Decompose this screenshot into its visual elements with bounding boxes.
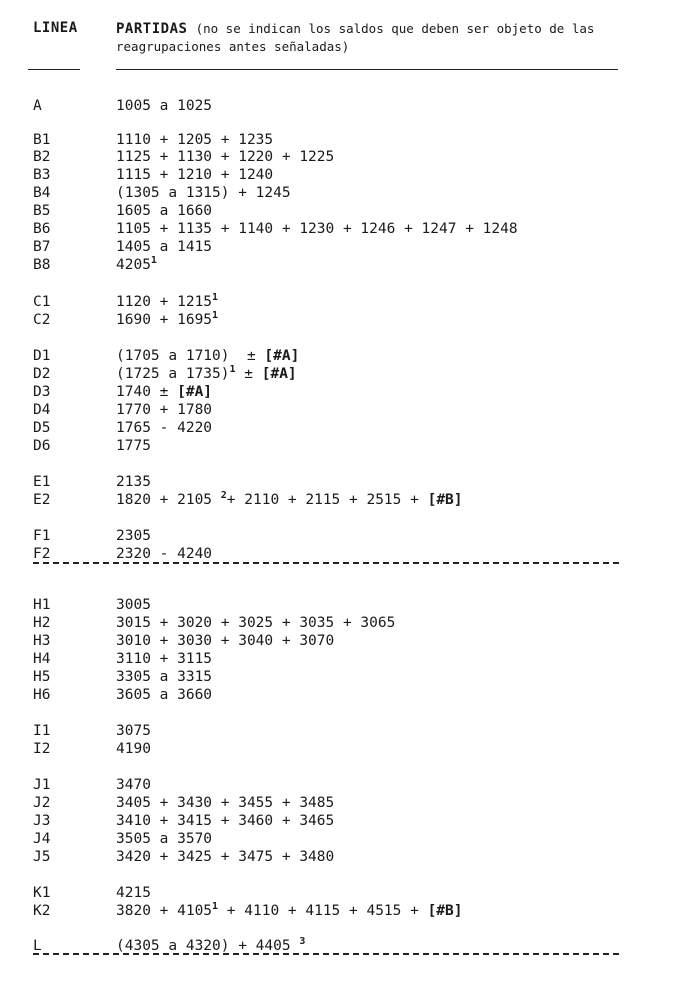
partidas-text: 1605 a 1660 [116,203,213,219]
partidas-text: (1705 a 1710) ± [116,348,265,364]
partidas-text: 1105 + 1135 + 1140 + 1230 + 1246 + 1247 + 1248 [116,221,518,237]
row-partidas [116,383,212,401]
footnote-marker: 1 [229,364,236,375]
row-code: L [33,938,42,954]
partidas-text: 3305 a 3315 [116,669,213,685]
row-code: B6 [33,221,51,237]
partidas-text-continued: + 4110 + 4115 + 4515 + [218,903,428,919]
row-partidas [116,776,151,794]
partidas-text: 3410 + 3415 + 3460 + 3465 [116,813,335,829]
row-code: F2 [33,546,51,562]
row-partidas [116,437,151,455]
partidas-text: 1115 + 1210 + 1240 [116,167,274,183]
reference-tag: [#B] [427,903,463,919]
row-code: B3 [33,167,51,183]
row-code: J1 [33,777,51,793]
partidas-text: 2135 [116,474,151,490]
row-code: H6 [33,687,51,703]
row-partidas [116,848,334,866]
row-partidas [116,311,218,329]
row-code: D4 [33,402,51,418]
footnote-marker: 3 [299,936,306,947]
partidas-text: 3015 + 3020 + 3025 + 3035 + 3065 [116,615,396,631]
partidas-text: 1775 [116,438,151,454]
footnote-marker: 1 [150,255,157,266]
row-partidas [116,238,212,256]
partidas-text: (1725 a 1735) [116,366,230,382]
linea-column-header: LINEA [33,20,78,36]
row-code: H2 [33,615,51,631]
row-partidas [116,884,151,902]
reference-tag: [#A] [177,384,213,400]
row-partidas [116,794,334,812]
row-partidas [116,97,212,115]
footnote-marker: 1 [212,310,219,321]
row-partidas [116,166,273,184]
row-code: B7 [33,239,51,255]
row-partidas [116,220,518,238]
row-code: H1 [33,597,51,613]
partidas-text: 1770 + 1780 [116,402,213,418]
row-code: H3 [33,633,51,649]
row-partidas [116,596,151,614]
row-code: J3 [33,813,51,829]
partidas-text: 1110 + 1205 + 1235 [116,132,274,148]
partidas-text: 1125 + 1130 + 1220 + 1225 [116,149,335,165]
row-code: D1 [33,348,51,364]
partidas-text: 1690 + 1695 [116,312,213,328]
row-code: H4 [33,651,51,667]
row-code: B8 [33,257,51,273]
row-code: B5 [33,203,51,219]
row-code: I2 [33,741,51,757]
row-partidas [116,419,212,437]
row-code: C2 [33,312,51,328]
row-partidas [116,256,157,274]
partidas-text: 3505 a 3570 [116,831,213,847]
reference-tag: [#B] [427,492,463,508]
row-partidas [116,184,291,202]
row-partidas [116,830,212,848]
row-partidas [116,686,212,704]
row-code: D2 [33,366,51,382]
row-partidas [116,473,151,491]
linea-header-underline [28,69,80,70]
row-code: B1 [33,132,51,148]
row-code: J2 [33,795,51,811]
row-partidas [116,527,151,545]
row-code: F1 [33,528,51,544]
row-partidas [116,131,273,149]
row-code: E2 [33,492,51,508]
partidas-column-header [116,20,636,56]
partidas-text: 1120 + 1215 [116,294,213,310]
row-code: B2 [33,149,51,165]
row-partidas [116,202,212,220]
partidas-text: 1740 ± [116,384,178,400]
partidas-header-underline [116,69,618,70]
partidas-text: 3820 + 4105 [116,903,213,919]
reference-tag: [#A] [264,348,300,364]
footnote-marker: 1 [212,901,219,912]
footnote-marker: 1 [212,292,219,303]
row-partidas [116,148,334,166]
partidas-text: 3110 + 3115 [116,651,213,667]
row-partidas [116,614,395,632]
partidas-text: 2305 [116,528,151,544]
partidas-label: PARTIDAS [116,21,188,37]
row-partidas [116,491,463,509]
partidas-text: 4215 [116,885,151,901]
partidas-text: 1005 a 1025 [116,98,213,114]
row-partidas [116,812,334,830]
row-partidas [116,545,212,563]
partidas-text-continued: + 2110 + 2115 + 2515 + [226,492,428,508]
table-end-divider [33,953,619,955]
row-code: C1 [33,294,51,310]
footnote-marker: 2 [220,490,227,501]
partidas-text: 3405 + 3430 + 3455 + 3485 [116,795,335,811]
row-partidas [116,632,334,650]
row-code: E1 [33,474,51,490]
partidas-note: (no se indican los saldos que deben ser objeto de las reagrupaciones antes señaladas) [116,21,595,54]
row-code: A [33,98,42,114]
row-partidas [116,722,151,740]
partidas-text: 1820 + 2105 [116,492,221,508]
row-code: J5 [33,849,51,865]
row-partidas [116,347,299,365]
row-partidas [116,902,463,920]
row-code: H5 [33,669,51,685]
partidas-text: 2320 - 4240 [116,546,213,562]
row-code: K1 [33,885,51,901]
partidas-text: 1765 - 4220 [116,420,213,436]
partidas-text: (4305 a 4320) + 4405 [116,938,300,954]
row-partidas [116,293,218,311]
row-partidas [116,650,212,668]
partidas-text: (1305 a 1315) + 1245 [116,185,291,201]
partidas-text: 3420 + 3425 + 3475 + 3480 [116,849,335,865]
row-code: B4 [33,185,51,201]
row-code: D5 [33,420,51,436]
partidas-text: 3470 [116,777,151,793]
row-code: D6 [33,438,51,454]
row-code: J4 [33,831,51,847]
partidas-text: 4190 [116,741,151,757]
row-code: K2 [33,903,51,919]
partidas-text: 4205 [116,257,151,273]
row-partidas [116,401,212,419]
partidas-text: 1405 a 1415 [116,239,213,255]
partidas-text: 3010 + 3030 + 3040 + 3070 [116,633,335,649]
partidas-text: 3005 [116,597,151,613]
section-divider [33,562,619,564]
row-code: D3 [33,384,51,400]
partidas-text: 3075 [116,723,151,739]
reference-tag: [#A] [261,366,297,382]
row-code: I1 [33,723,51,739]
partidas-text: 3605 a 3660 [116,687,213,703]
row-partidas [116,668,212,686]
row-partidas [116,740,151,758]
partidas-text-continued: ± [235,366,262,382]
row-partidas [116,365,297,383]
